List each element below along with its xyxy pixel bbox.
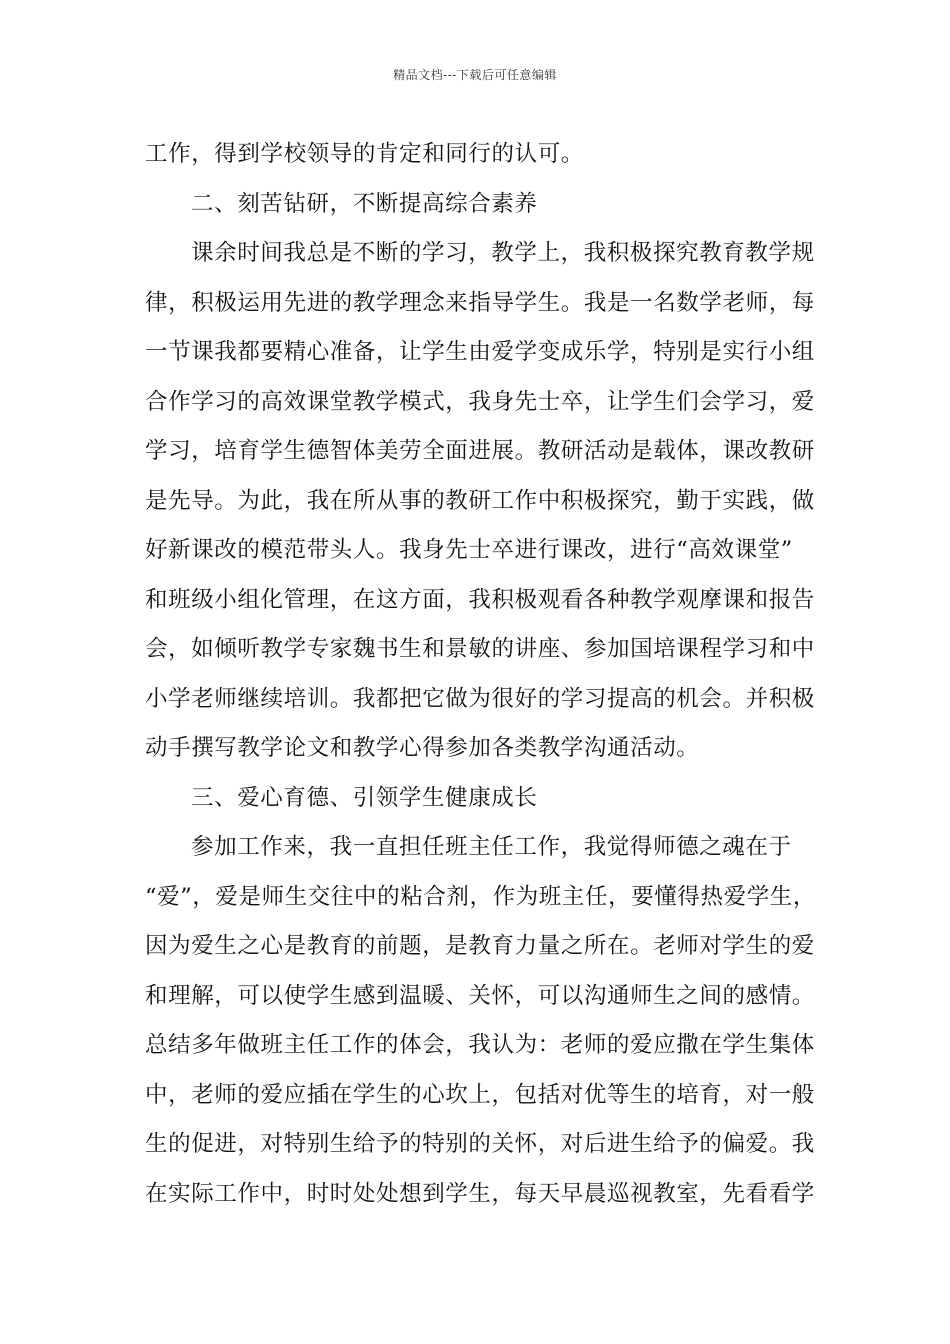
paragraph-line: 总结多年做班主任工作的体会，我认为：老师的爱应撒在学生集体 — [145, 1032, 815, 1058]
paragraph-line: 好新课改的模范带头人。我身先士卒进行课改，进行“高效课堂” — [145, 537, 793, 563]
paragraph-line: 律，积极运用先进的教学理念来指导学生。我是一名数学老师，每 — [145, 289, 815, 316]
paragraph-line: 合作学习的高效课堂教学模式，我身先士卒，让学生们会学习，爱 — [145, 388, 815, 415]
paragraph-line: “爱”，爱是师生交往中的粘合剂，作为班主任，要懂得热爱学生， — [145, 883, 817, 910]
text-line: 工作，得到学校领导的肯定和同行的认可。 — [145, 141, 584, 167]
section-heading-2: 二、刻苦钻研，不断提高综合素养 — [191, 190, 538, 217]
paragraph-line: 学习，培育学生德智体美劳全面进展。教研活动是载体，课改教研 — [145, 438, 815, 464]
paragraph-line: 课余时间我总是不断的学习，教学上，我积极探究教育教学规 — [191, 240, 815, 266]
paragraph-line: 在实际工作中，时时处处想到学生，每天早晨巡视教室，先看看学 — [145, 1180, 815, 1207]
paragraph-line: 是先导。为此，我在所从事的教研工作中积极探究，勤于实践，做 — [145, 487, 815, 514]
paragraph-line: 会，如倾听教学专家魏书生和景敏的讲座、参加国培课程学习和中 — [145, 636, 815, 662]
section-heading-3: 三、爱心育德、引领学生健康成长 — [191, 784, 538, 811]
paragraph-line: 因为爱生之心是教育的前题，是教育力量之所在。老师对学生的爱 — [145, 933, 815, 959]
paragraph-line: 一节课我都要精心准备，让学生由爱学变成乐学，特别是实行小组 — [145, 339, 815, 365]
paragraph-line: 动手撰写教学论文和教学心得参加各类教学沟通活动。 — [145, 735, 700, 761]
body-text — [145, 130, 820, 1219]
paragraph-line: 中，老师的爱应插在学生的心坎上，包括对优等生的培育，对一般 — [145, 1081, 815, 1108]
paragraph-line: 参加工作来，我一直担任班主任工作，我觉得师德之魂在于 — [191, 834, 792, 860]
paragraph-line: 和理解，可以使学生感到温暖、关怀，可以沟通师生之间的感情。 — [145, 982, 815, 1009]
paragraph-line: 小学老师继续培训。我都把它做为很好的学习提高的机会。并积极 — [145, 685, 815, 712]
paragraph-line: 生的促进，对特别生给予的特别的关怀，对后进生给予的偏爱。我 — [145, 1131, 815, 1157]
page-header: 精品文档---下载后可任意编辑 — [393, 68, 557, 82]
paragraph-line: 和班级小组化管理，在这方面，我积极观看各种教学观摩课和报告 — [145, 586, 815, 613]
